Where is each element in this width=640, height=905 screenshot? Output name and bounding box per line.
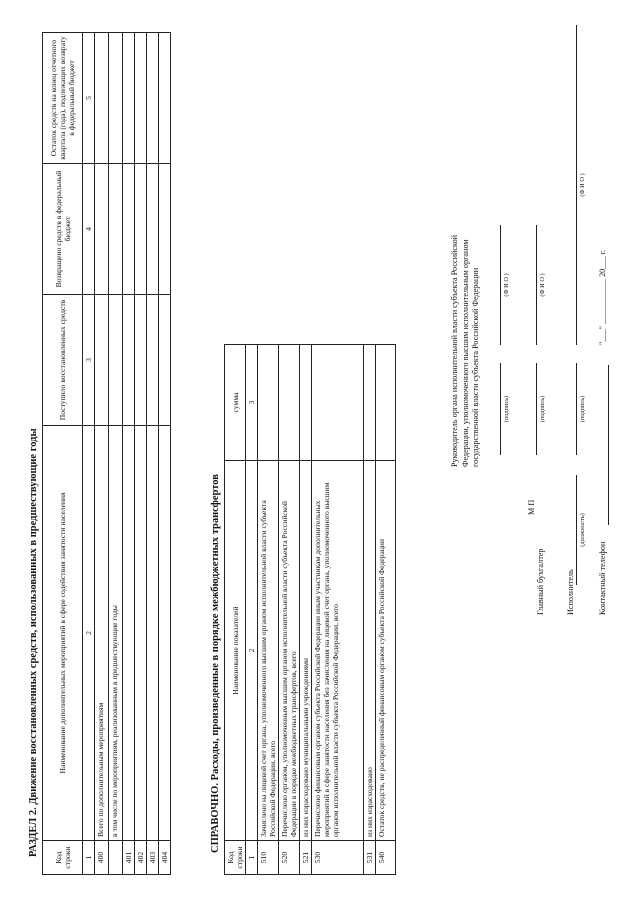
executor-fio-caption: (Ф И О ) bbox=[579, 173, 586, 197]
row-balance bbox=[135, 33, 147, 164]
row-code: 520 bbox=[279, 841, 300, 875]
row-code: 531 bbox=[364, 841, 376, 875]
executor-label: Исполнитель bbox=[566, 569, 575, 615]
row-name bbox=[159, 426, 171, 841]
header-received: Поступило восстановленных средств bbox=[43, 295, 83, 426]
row-received bbox=[95, 295, 109, 426]
row-name bbox=[147, 426, 159, 841]
table-row bbox=[95, 33, 109, 875]
row-name: Зачислено на лицевой счет органа, уполномоченного высшим органом исполнительной власти субъекта Российской Федерации, всего bbox=[258, 461, 279, 841]
row-returned bbox=[147, 164, 159, 295]
head-signature-caption: (подпись) bbox=[503, 395, 510, 423]
row-received bbox=[135, 295, 147, 426]
head-signature-line bbox=[500, 363, 501, 455]
row-code: 404 bbox=[159, 841, 171, 875]
row-code: 402 bbox=[135, 841, 147, 875]
row-received bbox=[123, 295, 135, 426]
row-sum bbox=[376, 345, 396, 461]
row-name bbox=[123, 426, 135, 841]
row-name: в том числе по мероприятиям, реализованным в предшествующие годы bbox=[109, 426, 123, 841]
head-fio-line bbox=[500, 225, 501, 345]
row-code: 530 bbox=[312, 841, 364, 875]
row-received bbox=[159, 295, 171, 426]
row-name: из них израсходовано муниципальными учреждениями bbox=[300, 461, 312, 841]
row-name bbox=[135, 426, 147, 841]
row-sum bbox=[364, 345, 376, 461]
row-sum bbox=[300, 345, 312, 461]
row-received bbox=[109, 295, 123, 426]
table-row bbox=[364, 345, 376, 875]
row-name: Всего по дополнительным мероприятиям bbox=[95, 426, 109, 841]
executor-signature-line bbox=[576, 363, 577, 455]
executor-fio-line bbox=[576, 25, 577, 345]
row-code: 400 bbox=[95, 841, 109, 875]
col-number: 2 bbox=[83, 426, 95, 841]
row-code: 401 bbox=[123, 841, 135, 875]
col-number: 1 bbox=[83, 841, 95, 875]
row-code: 521 bbox=[300, 841, 312, 875]
col-number: 4 bbox=[83, 164, 95, 295]
header-name: Наименование показателей bbox=[225, 461, 246, 841]
row-returned bbox=[123, 164, 135, 295]
table-row bbox=[159, 33, 171, 875]
row-sum bbox=[312, 345, 364, 461]
row-received bbox=[147, 295, 159, 426]
header-balance: Остаток средств на конец отчетного квартала (года), подлежащих возврату в федеральный бюджет bbox=[43, 33, 83, 164]
accountant-fio-caption: (Ф И О ) bbox=[539, 273, 546, 297]
row-code bbox=[109, 841, 123, 875]
col-number: 5 bbox=[83, 33, 95, 164]
row-name: из них израсходовано bbox=[364, 461, 376, 841]
header-code: Код строки bbox=[43, 841, 83, 875]
header-sum: сумма bbox=[225, 345, 246, 461]
row-returned bbox=[159, 164, 171, 295]
col-number: 3 bbox=[246, 345, 258, 461]
head-fio-caption: (Ф И О ) bbox=[503, 273, 510, 297]
section2-title: РАЗДЕЛ 2. Движение восстановленных средств, использованных в предшествующие годы bbox=[28, 428, 39, 857]
row-balance bbox=[109, 33, 123, 164]
row-returned bbox=[109, 164, 123, 295]
row-sum bbox=[279, 345, 300, 461]
head-label: Руководитель органа исполнительной власти субъекта Российской Федерации, уполномоченного высшим исполнительным органом государственной власти субъекта Российской Федерации bbox=[450, 234, 480, 467]
row-balance bbox=[159, 33, 171, 164]
col-number: 3 bbox=[83, 295, 95, 426]
executor-position-caption: (должность) bbox=[579, 513, 586, 547]
row-name: Остаток средств, не распределенный финансовым органом субъекта Российской Федерации bbox=[376, 461, 396, 841]
col-number: 1 bbox=[246, 841, 258, 875]
row-returned bbox=[135, 164, 147, 295]
row-code: 403 bbox=[147, 841, 159, 875]
header-returned: Возвращено средств в федеральный бюджет bbox=[43, 164, 83, 295]
row-name: Перечислено органом, уполномоченным высшим органом исполнительной власти субъекта Российской Федерации в порядке межбюджетных трансфертов, всего bbox=[279, 461, 300, 841]
table-row bbox=[135, 33, 147, 875]
header-code: Код строки bbox=[225, 841, 246, 875]
accountant-label: Главный бухгалтер bbox=[536, 548, 545, 615]
date-line: "___" ___________ 20___ г. bbox=[598, 249, 607, 345]
table-row bbox=[147, 33, 159, 875]
reference-table bbox=[224, 344, 396, 875]
row-code: 510 bbox=[258, 841, 279, 875]
row-name: Перечислено финансовым органом субъекта Российской Федерации иным участникам дополнительных мероприятий в сфере занятости населения без зачисления на лицевой счет органа, уполномоченного высшим органом исполнительной власти субъекта Российской Федерации, всего bbox=[312, 461, 364, 841]
table-row bbox=[312, 345, 364, 875]
row-balance bbox=[95, 33, 109, 164]
accountant-signature-line bbox=[536, 363, 537, 455]
section2-table bbox=[42, 32, 171, 875]
row-balance bbox=[147, 33, 159, 164]
executor-signature-caption: (подпись) bbox=[579, 395, 586, 423]
header-name: Наименование дополнительных мероприятий в сфере содействия занятости населения bbox=[43, 426, 83, 841]
table-row bbox=[258, 345, 279, 875]
table-row bbox=[376, 345, 396, 875]
phone-line bbox=[608, 365, 609, 525]
table-row bbox=[109, 33, 123, 875]
row-balance bbox=[123, 33, 135, 164]
executor-position-line bbox=[576, 475, 577, 585]
row-returned bbox=[95, 164, 109, 295]
row-sum bbox=[258, 345, 279, 461]
mp-label: М П bbox=[527, 499, 536, 515]
table-row bbox=[300, 345, 312, 875]
phone-label: Контактный телефон bbox=[598, 541, 607, 615]
table-row bbox=[279, 345, 300, 875]
col-number: 2 bbox=[246, 461, 258, 841]
table-row bbox=[123, 33, 135, 875]
row-code: 540 bbox=[376, 841, 396, 875]
reference-title: СПРАВОЧНО. Расходы, произведенные в порядке межбюджетных трансфертов bbox=[210, 474, 221, 853]
accountant-fio-line bbox=[536, 225, 537, 345]
accountant-signature-caption: (подпись) bbox=[539, 395, 546, 423]
